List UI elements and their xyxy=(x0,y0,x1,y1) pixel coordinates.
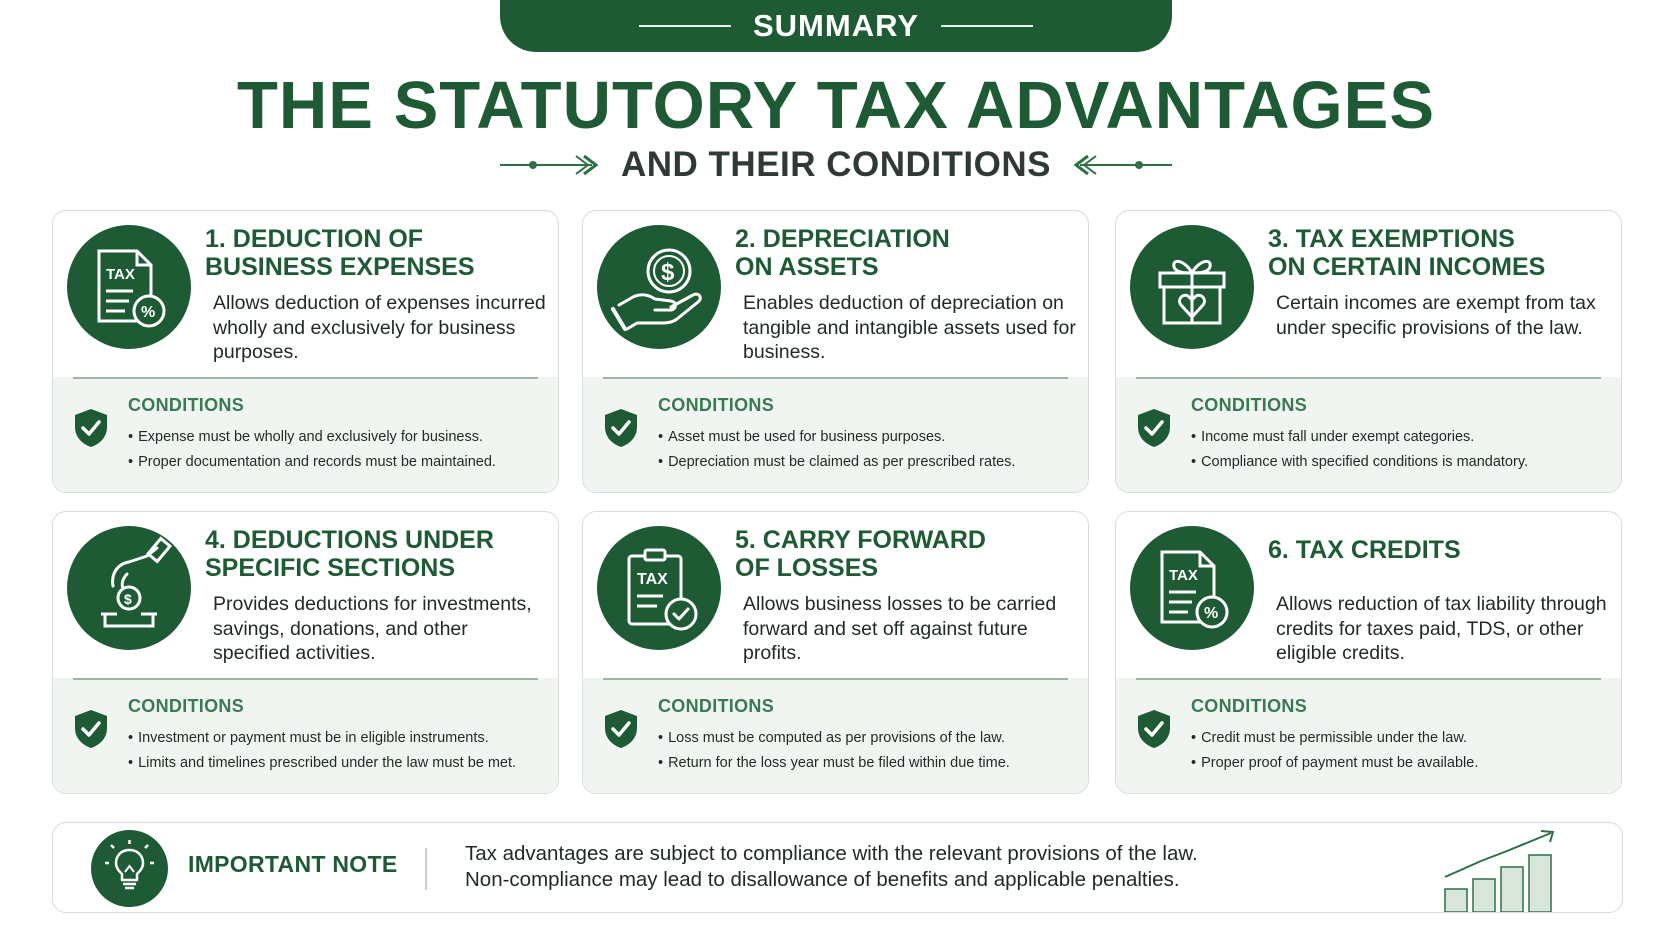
lightbulb-icon xyxy=(91,830,168,907)
tax-document-percent-icon xyxy=(67,225,191,349)
tax-clipboard-check-icon xyxy=(597,526,721,650)
svg-text:$: $ xyxy=(661,259,675,286)
svg-text:TAX: TAX xyxy=(1169,567,1198,584)
icon-badge xyxy=(1130,225,1254,349)
condition-item: • Income must fall under exempt categories. xyxy=(1191,425,1611,450)
svg-text:%: % xyxy=(141,304,156,321)
card-carry-forward-losses xyxy=(582,511,1089,794)
conditions-label: CONDITIONS xyxy=(1191,696,1308,716)
conditions-list xyxy=(128,425,548,475)
card-tax-exemptions xyxy=(1115,210,1622,493)
svg-text:TAX: TAX xyxy=(106,266,135,283)
icon-badge xyxy=(1130,526,1254,650)
tab-rule-right xyxy=(941,25,1033,27)
card-title: 4. DEDUCTIONS UNDER SPECIFIC SECTIONS xyxy=(205,526,494,582)
hand-dollar-coin-icon xyxy=(597,225,721,349)
condition-item: • Asset must be used for business purposes. xyxy=(658,425,1078,450)
divider xyxy=(603,377,1068,379)
card-description: Enables deduction of depreciation on tangible and intangible assets used for business. xyxy=(743,292,1076,363)
card-title: 5. CARRY FORWARD OF LOSSES xyxy=(735,526,986,582)
condition-item: • Compliance with specified conditions is mandatory. xyxy=(1191,450,1611,475)
svg-text:TAX: TAX xyxy=(637,571,668,588)
condition-item: • Limits and timelines prescribed under the law must be met. xyxy=(128,751,548,776)
conditions-label: CONDITIONS xyxy=(128,696,245,716)
arrow-left-icon xyxy=(1067,153,1172,177)
card-title: 3. TAX EXEMPTIONS ON CERTAIN INCOMES xyxy=(1268,225,1546,281)
icon-badge xyxy=(67,225,191,349)
arrow-right-icon xyxy=(500,153,605,177)
summary-tab xyxy=(500,0,1172,52)
page-title: THE STATUTORY TAX ADVANTAGES xyxy=(236,68,1436,143)
divider xyxy=(603,678,1068,680)
shield-check-icon xyxy=(1136,708,1172,750)
tab-rule-left xyxy=(639,25,731,27)
svg-text:%: % xyxy=(1204,605,1219,622)
card-title: 2. DEPRECIATION ON ASSETS xyxy=(735,225,950,281)
condition-item: • Return for the loss year must be filed within due time. xyxy=(658,751,1078,776)
hand-coin-box-icon xyxy=(67,526,191,650)
card-title: 6. TAX CREDITS xyxy=(1268,536,1461,564)
shield-check-icon xyxy=(1136,407,1172,449)
divider xyxy=(425,848,427,890)
divider xyxy=(73,678,538,680)
condition-item: • Investment or payment must be in eligible instruments. xyxy=(128,726,548,751)
icon-badge xyxy=(597,526,721,650)
card-deduction-business-expenses xyxy=(52,210,559,493)
icon-badge xyxy=(91,830,168,907)
card-description: Allows deduction of expenses incurred wholly and exclusively for business purposes. xyxy=(213,292,546,363)
divider xyxy=(1136,377,1601,379)
card-description: Allows business losses to be carried forward and set off against future profits. xyxy=(743,593,1057,664)
divider xyxy=(73,377,538,379)
card-description: Provides deductions for investments, savings, donations, and other specified activities. xyxy=(213,593,532,664)
shield-check-icon xyxy=(603,708,639,750)
conditions-label: CONDITIONS xyxy=(658,395,775,415)
card-tax-credits xyxy=(1115,511,1622,794)
condition-item: • Proper proof of payment must be available. xyxy=(1191,751,1611,776)
svg-text:$: $ xyxy=(124,591,132,607)
card-description: Certain incomes are exempt from tax under specific provisions of the law. xyxy=(1276,292,1596,339)
important-note-box xyxy=(52,822,1623,913)
card-deductions-specific-sections xyxy=(52,511,559,794)
conditions-label: CONDITIONS xyxy=(1191,395,1308,415)
conditions-list xyxy=(1191,726,1611,776)
condition-item: • Expense must be wholly and exclusively for business. xyxy=(128,425,548,450)
icon-badge xyxy=(67,526,191,650)
card-depreciation-on-assets xyxy=(582,210,1089,493)
important-note-text xyxy=(465,841,1295,893)
card-title: 1. DEDUCTION OF BUSINESS EXPENSES xyxy=(205,225,475,281)
divider xyxy=(1136,678,1601,680)
conditions-list xyxy=(658,425,1078,475)
note-line: Non-compliance may lead to disallowance of benefits and applicable penalties. xyxy=(465,868,1180,891)
page-subtitle: AND THEIR CONDITIONS xyxy=(621,145,1051,184)
shield-check-icon xyxy=(603,407,639,449)
important-note-label: IMPORTANT NOTE xyxy=(188,851,398,877)
card-description: Allows reduction of tax liability through credits for taxes paid, TDS, or other eligible credits. xyxy=(1276,593,1607,664)
note-line: Tax advantages are subject to compliance with the relevant provisions of the law. xyxy=(465,842,1198,865)
conditions-list xyxy=(1191,425,1611,475)
summary-label: SUMMARY xyxy=(752,8,919,43)
shield-check-icon xyxy=(73,708,109,750)
growth-bar-chart-icon xyxy=(1441,827,1571,912)
subtitle-row xyxy=(0,140,1672,190)
conditions-list xyxy=(128,726,548,776)
condition-item: • Credit must be permissible under the law. xyxy=(1191,726,1611,751)
conditions-label: CONDITIONS xyxy=(658,696,775,716)
gift-heart-icon xyxy=(1130,225,1254,349)
condition-item: • Depreciation must be claimed as per prescribed rates. xyxy=(658,450,1078,475)
conditions-list xyxy=(658,726,1078,776)
condition-item: • Loss must be computed as per provisions of the law. xyxy=(658,726,1078,751)
tax-document-percent-icon xyxy=(1130,526,1254,650)
icon-badge xyxy=(597,225,721,349)
conditions-label: CONDITIONS xyxy=(128,395,245,415)
condition-item: • Proper documentation and records must be maintained. xyxy=(128,450,548,475)
shield-check-icon xyxy=(73,407,109,449)
